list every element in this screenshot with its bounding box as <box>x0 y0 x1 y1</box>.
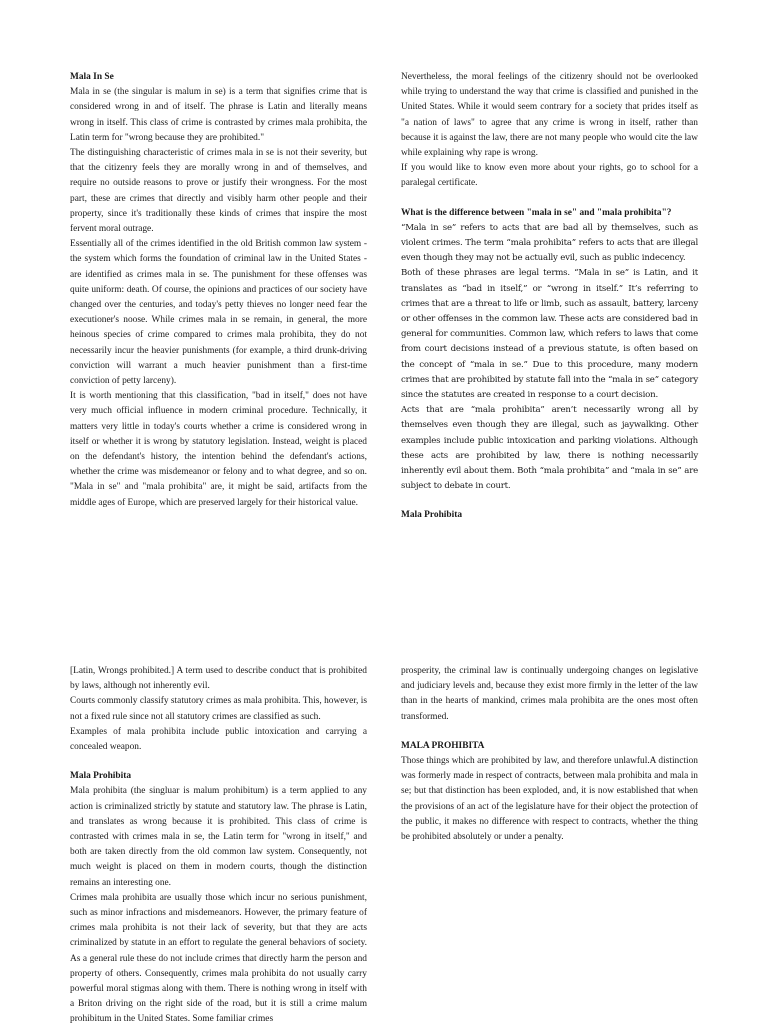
paragraph: [Latin, Wrongs prohibited.] A term used to describe conduct that is prohibited by laws, although not inherently evil. <box>70 666 367 692</box>
question-heading: What is the difference between "mala in se" and "mala prohibita"? <box>401 207 672 218</box>
paragraph: prosperity, the criminal law is continually undergoing changes on legislative and judiciary levels and, because they exist more firmly in the letter of the law than in the hearts of mankind, crimes mala prohibita are the ones most often transformed. <box>401 666 698 722</box>
paragraph: The distinguishing characteristic of crimes mala in se is not their severity, but that the citizenry feels they are morally wrong in and of themselves, and require no outside reasons to prove or justify their wrongness. For the most part, these are crimes that directly and visibly harm other people and their property, since it's traditionally these kinds of crimes that inspire the most fervent moral outrage. <box>70 148 367 235</box>
heading-mala-prohibita-caps: MALA PROHIBITA <box>401 740 485 751</box>
paragraph: Crimes mala prohibita are usually those which incur no serious punishment, such as minor infractions and misdemeanors. However, the primary feature of crimes mala prohibita is not their lack of severity, but that they are acts criminalized by statute in an effort to regulate the general behaviors of society. As a general rule these do not include crimes that directly harm the person and property of others. Consequently, crimes mala prohibita do not usually carry powerful moral stigmas along with them. There is nothing wrong in itself with a Briton driving on the right side of the road, but it is still a crime malum prohibitum in the United States. Some familiar crimes <box>70 892 367 1025</box>
paragraph: It is worth mentioning that this classification, "bad in itself," does not have very much official influence in modern criminal procedure. Technically, it matters very little in today's courts whether a crime is considered wrong in itself or whether it is wrong by statutory legislation. Instead, weight is placed on the defendant's history, the intention behind the defendant's actions, whether the crime was misdemeanor or felony and to what degree, and so on. "Mala in se" and "mala prohibita" are, it might be said, artifacts from the middle ages of Europe, which are preserved largely for their historical value. <box>70 391 367 508</box>
paragraph: Mala in se (the singular is malum in se) is a term that signifies crime that is considered wrong in and of itself. The phrase is Latin and literally means wrong in itself. This class of crime is contrasted by crimes mala prohibita, the Latin term for "wrong because they are prohibited." <box>70 87 367 143</box>
paragraph: Courts commonly classify statutory crimes as mala prohibita. This, however, is not a fixed rule since not all statutory crimes are classified as such. <box>70 696 367 722</box>
page1-left-column <box>70 70 367 511</box>
paragraph: If you would like to know even more about your rights, go to school for a paralegal certificate. <box>401 163 698 189</box>
page2-left-column <box>70 664 367 1028</box>
paragraph: “Mala in se” refers to acts that are bad all by themselves, such as violent crimes. The term “mala prohibita” refers to acts that are illegal even though they may not be actually evil, such as public indecency. <box>401 222 698 264</box>
heading-mala-in-se: Mala In Se <box>70 72 114 82</box>
paragraph: Examples of mala prohibita include public intoxication and carrying a concealed weapon. <box>70 726 367 753</box>
paragraph: Acts that are “mala prohibita” aren’t necessarily wrong all by themselves even though they are illegal, such as jaywalking. Other examples include public intoxication and parking violations. Although these acts are prohibited by law, there is nothing necessarily inherently evil about them. Both “mala prohibita” and “mala in se” are subject to debate in court. <box>401 405 698 492</box>
paragraph: Essentially all of the crimes identified in the old British common law system - the system which forms the foundation of criminal law in the United States - are identified as crimes mala in se. The punishment for these offenses was quite uniform: death. Of course, the opinions and practices of our society have changed over the centuries, and today's petty thieves no longer need fear the executioner's noose. While crimes mala in se remain, in general, the more heinous species of crime compared to crimes mala prohibita, they do not necessarily incur the heavier punishments (for example, a third drunk-driving conviction will warrant a much heavier punishment than a first-time conviction of petty larceny). <box>70 239 367 387</box>
heading-mala-prohibita: Mala Prohibita <box>70 771 132 782</box>
heading-mala-prohibita: Mala Prohibita <box>401 510 463 521</box>
page1-right-column <box>401 70 698 524</box>
paragraph: Mala prohibita (the singluar is malum prohibitum) is a term applied to any action is criminalized strictly by statute and statutory law. The phrase is Latin, and translates as wrong because it is prohibited. This class of crime is contrasted with crimes mala in se, the Latin term for "wrong in itself," and both are taken directly from the old common law system. Consequently, not much weight is placed on them in modern courts, though the distinction remains an interesting one. <box>70 786 367 888</box>
paragraph: Both of these phrases are legal terms. “Mala in se” is Latin, and it translates as “bad in itself,” or “wrong in itself.” It’s referring to crimes that are a threat to life or limb, such as assault, battery, larceny or other offenses in the common law. These acts are considered bad in general for communities. Common law, which refers to laws that come from court decisions instead of a previous statute, is often based on the concept of “mala in se.” Due to this procedure, many modern crimes that are prohibited by statute fall into the “mala in se” category since the statutes are created in response to a court decision. <box>401 268 698 401</box>
paragraph: Those things which are prohibited by law, and therefore unlawful.A distinction was formerly made in respect of contracts, between mala prohibita and mala in se; but that distinction has been exploded, and, it is now established that when the provisions of an act of the legislature have for their object the protection of the public, it makes no difference with respect to contracts, whether the thing be prohibited absolutely or under a penalty. <box>401 756 698 843</box>
page2-right-column <box>401 664 698 845</box>
paragraph: Nevertheless, the moral feelings of the citizenry should not be overlooked while trying to understand the way that crime is classified and punished in the United States. While it would seem contrary for a society that prides itself as "a nation of laws" to agree that any crime is wrong in itself, rather than because it is against the law, there are not many people who would cite the law while explaining why rape is wrong. <box>401 72 698 159</box>
